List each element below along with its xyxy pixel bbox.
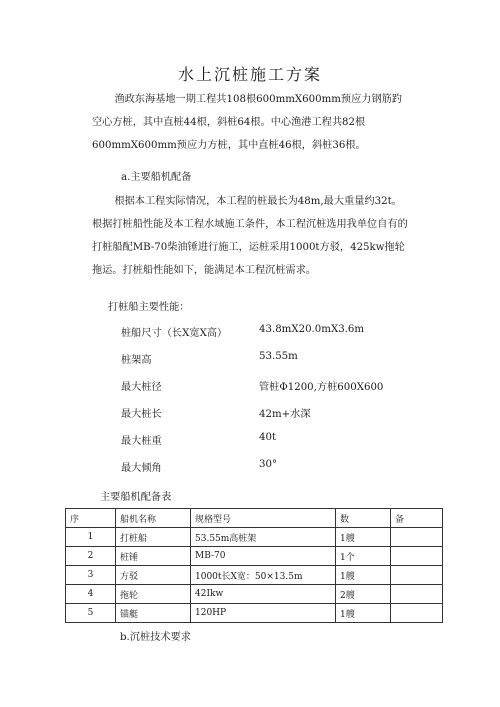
- table-row: [66, 585, 443, 604]
- intro-paragraph: 渔政东海基地一期工程共108根600mmX600mm预应力钢筋趵空心方桩，其中直桩44根，斜桩64根。中心渔港工程共82根600mmX600mm预应力方桩，其中直桩46根，斜桩36根。: [92, 94, 403, 151]
- equipment-table: [65, 508, 443, 623]
- table-cell: 1000t长X宽：50×13.5m: [191, 566, 336, 585]
- table-cell: [391, 528, 443, 547]
- spec-key: 最大桩重: [121, 436, 162, 447]
- table-cell: 120HP: [191, 604, 336, 623]
- table-cell: 2: [66, 547, 116, 566]
- table-cell: [391, 547, 443, 566]
- table-row: [66, 547, 443, 566]
- spec-key: 桩架高: [121, 355, 152, 366]
- table-row: [66, 604, 443, 623]
- column-header: 规格型号: [191, 509, 336, 528]
- table-cell: 1艘: [336, 604, 391, 623]
- spec-key: 最大倾角: [121, 463, 162, 474]
- table-cell: 2艘: [336, 585, 391, 604]
- section-b-heading: b.沉桩技术要求: [120, 632, 191, 643]
- spec-key: 最大桩径: [121, 382, 162, 393]
- table-cell: 桩锤: [116, 547, 191, 566]
- table-cell: 1艘: [336, 566, 391, 585]
- table-cell: 42Ikw: [191, 585, 336, 604]
- section-a-heading: a.主要船机配备: [121, 172, 192, 183]
- spec-value: 42m+水深: [259, 409, 311, 420]
- table-header-row: [66, 509, 443, 528]
- table-cell: [391, 604, 443, 623]
- spec-row: [121, 378, 421, 396]
- column-header: 序: [66, 509, 116, 528]
- spec-row: [121, 459, 421, 477]
- table-cell: 4: [66, 585, 116, 604]
- spec-row: [121, 324, 421, 342]
- table-cell: 3: [66, 566, 116, 585]
- table-row: [66, 528, 443, 547]
- table-cell: 1: [66, 528, 116, 547]
- table-cell: MB-70: [191, 547, 336, 566]
- equipment-paragraph: 根据本工程实际情况，本工程的桩最长为48m,最大重量约32t。根据打桩船性能及本工程水域施工条件，本工程沉桩选用我单位自有的打桩船配MB-70柴油锤进行施工，运桩采用1000t方驳，425kw拖轮拖运。打桩船性能如下，能满足本工程沉桩需求。: [92, 196, 408, 276]
- table-row: [66, 566, 443, 585]
- table-cell: 拖轮: [116, 585, 191, 604]
- spec-row: [121, 405, 421, 423]
- table-cell: [391, 585, 443, 604]
- spec-value: 43.8mX20.0mX3.6m: [259, 324, 365, 335]
- table-cell: 锚艇: [116, 604, 191, 623]
- specs-heading: 打桩船主要性能：: [108, 302, 190, 313]
- table-cell: 方驳: [116, 566, 191, 585]
- spec-value: 40t: [259, 432, 277, 443]
- spec-row: [121, 351, 421, 369]
- table-cell: 1个: [336, 547, 391, 566]
- spec-key: 桩船尺寸（长X宽X高）: [121, 328, 228, 339]
- column-header: 备: [391, 509, 443, 528]
- column-header: 数: [336, 509, 391, 528]
- page-title: 水上沉桩施工方案: [177, 65, 322, 84]
- spec-value: 30°: [259, 459, 278, 470]
- table-cell: 5: [66, 604, 116, 623]
- table-cell: 打桩船: [116, 528, 191, 547]
- spec-value: 53.55m: [259, 351, 298, 362]
- column-header: 船机名称: [116, 509, 191, 528]
- table-caption: 主要船机配备表: [100, 492, 172, 503]
- table-cell: 53.55m高桩架: [191, 528, 336, 547]
- spec-key: 最大桩长: [121, 409, 162, 420]
- spec-row: [121, 432, 421, 450]
- spec-value: 管桩Φ1200,方桩600X600: [259, 382, 384, 393]
- table-cell: 1艘: [336, 528, 391, 547]
- table-cell: [391, 566, 443, 585]
